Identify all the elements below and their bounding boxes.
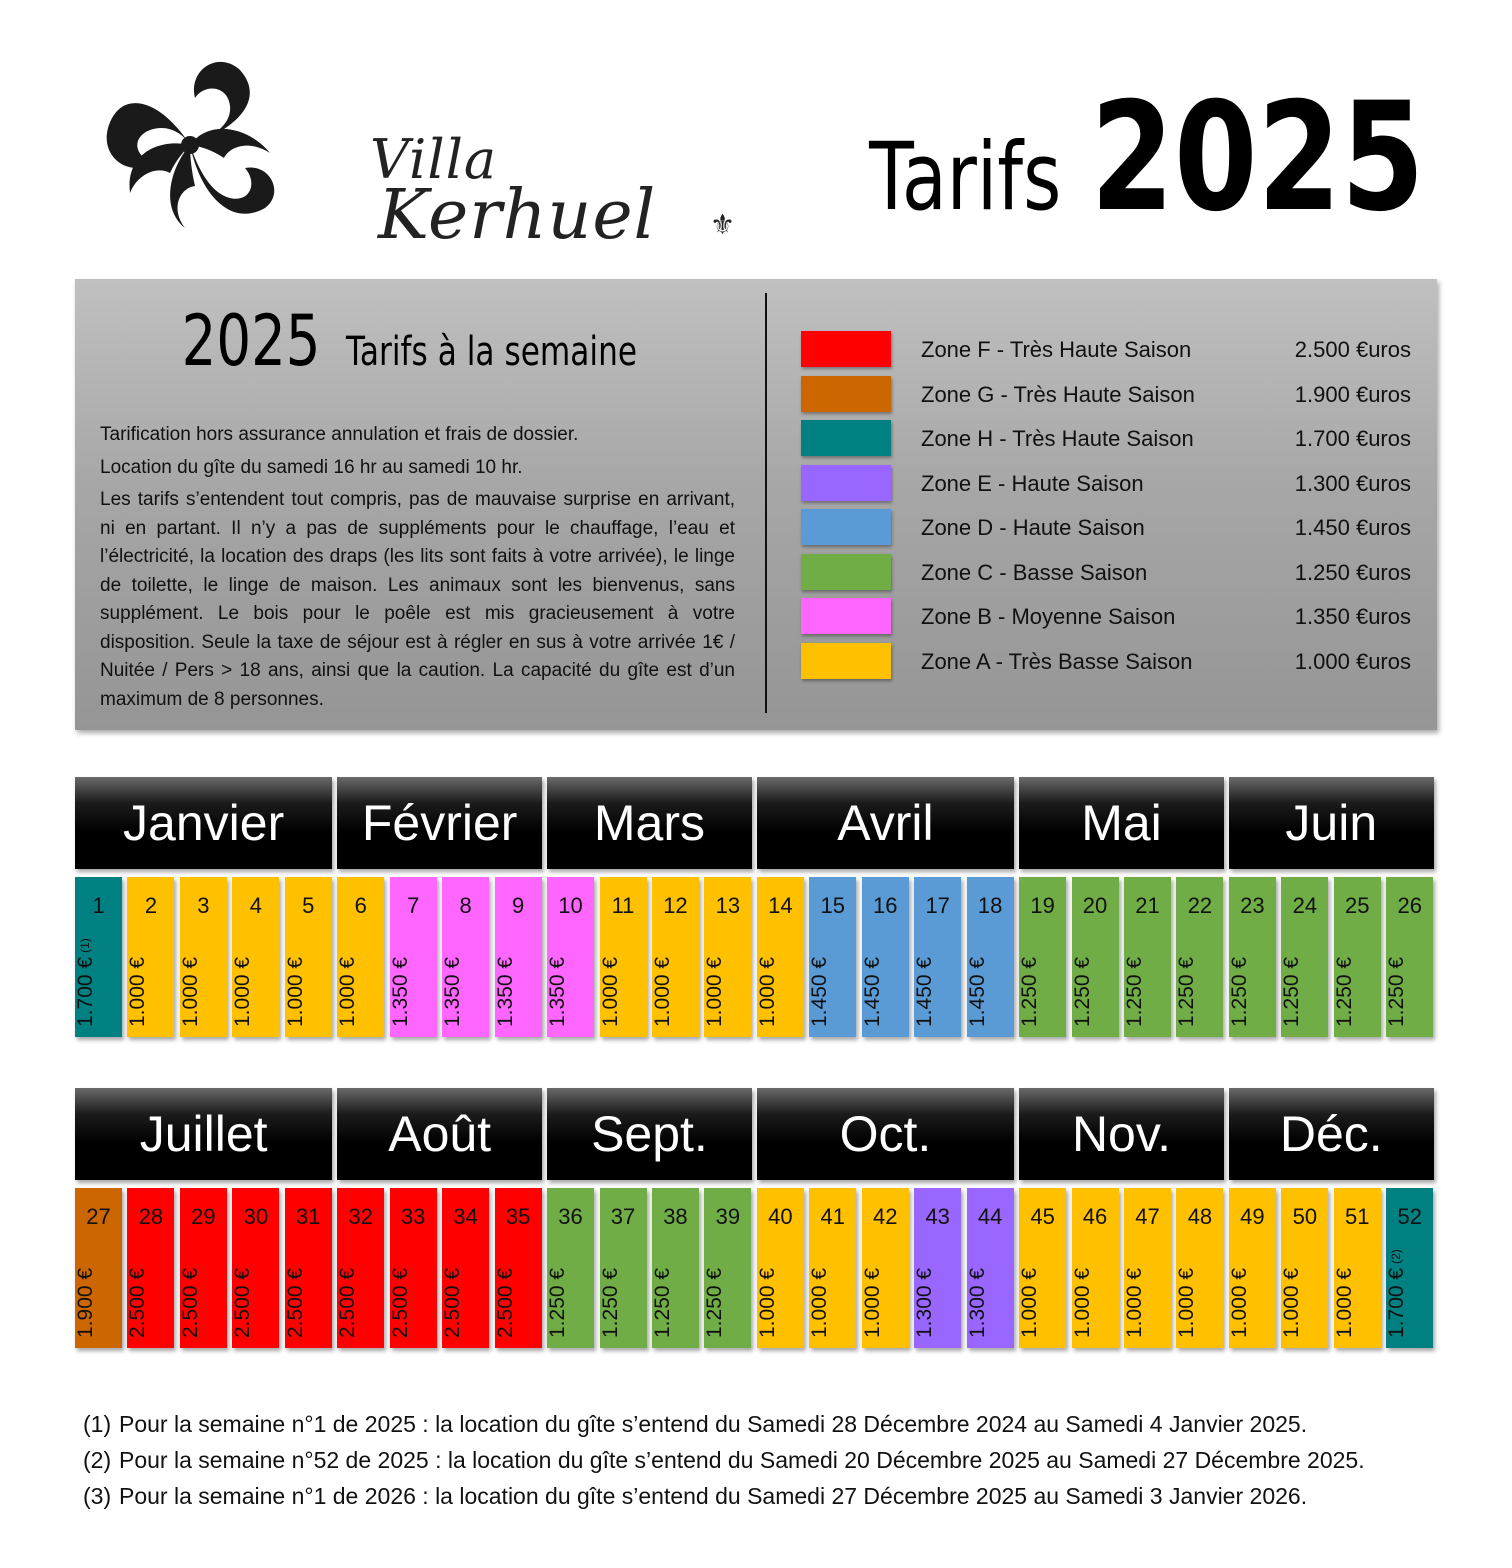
panel-paragraph-insurance: Tarification hors assurance annulation et frais de dossier. <box>100 424 579 445</box>
week-price-value: 2.500 € <box>493 1267 517 1338</box>
week-cell <box>390 1188 437 1348</box>
week-number: 41 <box>820 1204 846 1229</box>
week-number: 49 <box>1240 1204 1265 1229</box>
week-price-value: 1.300 € <box>913 1267 937 1338</box>
week-price-value: 2.500 € <box>441 1267 465 1338</box>
week-number: 18 <box>977 893 1003 918</box>
footnote-mark: (1) <box>83 1411 112 1437</box>
legend-swatch <box>801 554 891 590</box>
legend-row <box>801 507 1411 552</box>
week-price <box>1333 1268 1357 1338</box>
week-cell <box>1176 1188 1223 1348</box>
week-price <box>494 957 518 1027</box>
week-cell <box>1281 1188 1328 1348</box>
week-cell <box>809 877 856 1037</box>
week-cell <box>757 1188 804 1348</box>
week-price <box>1175 957 1199 1027</box>
week-price <box>74 1268 98 1338</box>
week-cell <box>547 877 594 1037</box>
week-price-value: 1.250 € <box>546 1267 570 1338</box>
week-cell <box>180 877 227 1037</box>
week-number: 45 <box>1030 1204 1055 1229</box>
panel-description <box>100 421 735 718</box>
week-price <box>966 1268 990 1338</box>
week-number: 14 <box>768 893 793 918</box>
week-cell <box>442 1188 489 1348</box>
footnote <box>83 1442 1365 1478</box>
week-cell <box>495 1188 542 1348</box>
week-price <box>231 1268 255 1338</box>
legend-row <box>801 418 1411 463</box>
week-number: 31 <box>296 1204 321 1229</box>
week-cell <box>1019 1188 1066 1348</box>
week-price <box>336 1268 360 1338</box>
week-number: 35 <box>505 1204 531 1229</box>
week-price <box>966 957 990 1027</box>
week-price <box>494 1268 518 1338</box>
week-price-value: 2.500 € <box>388 1267 412 1338</box>
week-price <box>1123 1268 1147 1338</box>
footnote-text: Pour la semaine n°52 de 2025 : la location du gîte s’entend du Samedi 20 Décembre 2025 au Samedi 27 Décembre 2025. <box>119 1447 1365 1473</box>
month-header: Déc. <box>1229 1088 1434 1180</box>
legend-price: 1.000 €uros <box>1294 648 1411 674</box>
week-number: 52 <box>1397 1204 1422 1229</box>
legend-row <box>801 329 1411 374</box>
ermine-icon: ⚜ <box>710 208 736 241</box>
week-cell <box>809 1188 856 1348</box>
week-cell <box>127 1188 174 1348</box>
legend-row <box>801 552 1411 597</box>
week-number: 29 <box>191 1204 216 1229</box>
week-price <box>913 1268 937 1338</box>
week-price <box>284 957 308 1027</box>
week-price-value: 1.700 € <box>74 956 97 1027</box>
week-number: 12 <box>663 893 688 918</box>
footnotes <box>83 1406 1365 1514</box>
week-number: 22 <box>1187 893 1213 918</box>
week-number: 25 <box>1345 893 1370 918</box>
week-number: 15 <box>820 893 846 918</box>
legend-label: Zone H - Très Haute Saison <box>921 426 1194 451</box>
page-title-year: 2025 <box>1090 71 1424 245</box>
month-header: Juillet <box>75 1088 332 1180</box>
week-price <box>179 1268 203 1338</box>
week-cell <box>1334 877 1381 1037</box>
week-price-value: 2.500 € <box>231 1267 255 1338</box>
week-cell <box>75 1188 122 1348</box>
week-price-value: 1.350 € <box>493 956 517 1027</box>
week-cell <box>914 877 961 1037</box>
week-number: 23 <box>1240 893 1265 918</box>
week-price <box>441 957 465 1027</box>
legend-label: Zone F - Très Haute Saison <box>921 337 1192 362</box>
week-number: 20 <box>1082 893 1108 918</box>
week-price <box>861 1268 885 1338</box>
week-price <box>126 957 150 1027</box>
week-price-value: 1.700 € <box>1385 1267 1409 1338</box>
week-price <box>1384 1249 1409 1338</box>
week-cell <box>1124 877 1171 1037</box>
week-number: 6 <box>354 893 367 918</box>
week-price-value: 2.500 € <box>336 1267 360 1338</box>
week-price <box>546 1268 570 1338</box>
legend-row <box>801 641 1411 686</box>
week-price-value: 1.000 € <box>650 956 674 1027</box>
legend-swatch <box>801 598 891 634</box>
week-cell <box>547 1188 594 1348</box>
month-header: Mai <box>1019 777 1224 869</box>
week-price-value: 1.250 € <box>1123 956 1146 1027</box>
week-number: 17 <box>925 893 950 918</box>
legend-label: Zone A - Très Basse Saison <box>921 648 1193 674</box>
week-price-value: 1.000 € <box>231 956 255 1027</box>
week-price-value: 1.000 € <box>860 1267 884 1338</box>
week-price-value: 1.250 € <box>1070 956 1094 1027</box>
legend-price: 1.250 €uros <box>1294 559 1411 585</box>
month-header: Oct. <box>757 1088 1014 1180</box>
legend-price: 1.450 €uros <box>1294 515 1411 540</box>
page-title <box>815 71 1424 284</box>
legend-price: 2.500 €uros <box>1294 337 1411 362</box>
week-cell <box>600 1188 647 1348</box>
week-price <box>1018 1268 1042 1338</box>
week-cell <box>704 1188 751 1348</box>
week-number: 40 <box>768 1204 793 1229</box>
week-price <box>808 1268 832 1338</box>
week-number: 43 <box>925 1204 950 1229</box>
week-cell <box>1334 1188 1381 1348</box>
week-number: 42 <box>873 1204 898 1229</box>
week-price-value: 1.450 € <box>965 956 989 1027</box>
panel-paragraph-details: Les tarifs s’entendent tout compris, pas de mauvaise surprise en arrivant, ni en partant. Il n’y a pas de suppléments pour le chauffage, l’eau et l’électricité, la location des draps (les lits sont faits à votre arrivée), le linge de toilette, le linge de maison. Les animaux sont les bienvenus, sans supplément. Le bois pour le poêle est mis gracieusement à votre disposition. Seule la taxe de séjour est à régler en sus à votre arrivée 1€ / Nuitée / Pers > 18 ans, ainsi que la caution. La capacité du gîte est d’un maximum de 8 personnes. <box>100 489 735 710</box>
week-price-value: 1.250 € <box>1385 956 1409 1027</box>
week-price-value: 1.250 € <box>1018 956 1042 1027</box>
month-header: Juin <box>1229 777 1434 869</box>
week-price-value: 1.350 € <box>388 956 412 1027</box>
week-price-value: 1.250 € <box>650 1267 674 1338</box>
week-cell <box>967 877 1014 1037</box>
week-number: 32 <box>348 1204 373 1229</box>
week-number: 28 <box>138 1204 164 1229</box>
legend-swatch <box>801 465 891 501</box>
week-cell <box>127 877 174 1037</box>
footnote-text: Pour la semaine n°1 de 2025 : la location du gîte s’entend du Samedi 28 Décembre 2024 au Samedi 4 Janvier 2025. <box>119 1411 1308 1437</box>
week-number: 13 <box>715 893 741 918</box>
week-price-value: 1.450 € <box>808 956 832 1027</box>
week-number: 9 <box>511 893 525 918</box>
week-price <box>599 957 623 1027</box>
page-title-word: Tarifs <box>869 123 1062 232</box>
week-price-value: 1.000 € <box>755 1267 779 1338</box>
week-price-value: 1.450 € <box>860 956 884 1027</box>
week-number: 10 <box>558 893 583 918</box>
week-number: 3 <box>197 893 210 918</box>
legend-price: 1.300 €uros <box>1294 470 1411 496</box>
week-price <box>756 1268 780 1338</box>
week-price-value: 1.000 € <box>598 956 622 1027</box>
legend-label: Zone D - Haute Saison <box>921 515 1145 540</box>
week-cell <box>1229 1188 1276 1348</box>
week-price <box>1123 957 1147 1027</box>
week-price-value: 1.250 € <box>1175 956 1199 1027</box>
legend-price: 1.700 €uros <box>1294 426 1411 451</box>
week-price <box>179 957 203 1027</box>
zone-legend <box>801 329 1411 685</box>
month-header: Avril <box>757 777 1014 869</box>
footnote-mark: (2) <box>83 1447 112 1473</box>
legend-label: Zone B - Moyenne Saison <box>921 604 1176 629</box>
legend-swatch <box>801 331 891 367</box>
week-price <box>1071 1268 1095 1338</box>
week-price-value: 1.250 € <box>703 1267 727 1338</box>
panel-heading <box>75 301 765 392</box>
week-number: 26 <box>1397 893 1422 918</box>
week-price-value: 1.000 € <box>755 956 779 1027</box>
panel-heading-text: Tarifs à la semaine <box>346 329 638 375</box>
week-price-value: 2.500 € <box>178 1267 202 1338</box>
week-price-value: 1.350 € <box>441 956 465 1027</box>
week-price-value: 1.000 € <box>1280 1267 1304 1338</box>
week-number: 51 <box>1345 1204 1370 1229</box>
week-price-value: 1.000 € <box>283 956 307 1027</box>
panel-divider <box>765 293 767 713</box>
week-cell <box>1124 1188 1171 1348</box>
week-price <box>231 957 255 1027</box>
week-price-value: 1.000 € <box>1018 1267 1042 1338</box>
brand-name-line2: Kerhuel <box>378 176 657 255</box>
week-price <box>599 1268 623 1338</box>
week-price <box>756 957 780 1027</box>
week-price <box>389 957 413 1027</box>
legend-swatch <box>801 643 891 679</box>
week-price <box>1280 957 1304 1027</box>
week-cell <box>285 877 332 1037</box>
week-number: 19 <box>1030 893 1055 918</box>
week-number: 11 <box>611 893 635 918</box>
triskell-icon <box>100 58 280 233</box>
legend-swatch <box>801 376 891 412</box>
legend-label: Zone E - Haute Saison <box>921 470 1144 496</box>
week-number: 7 <box>407 893 420 918</box>
week-cell <box>1281 877 1328 1037</box>
week-price <box>651 957 675 1027</box>
week-price <box>808 957 832 1027</box>
week-price <box>1280 1268 1304 1338</box>
week-cell <box>652 877 699 1037</box>
week-price-value: 1.000 € <box>1070 1267 1094 1338</box>
week-number: 16 <box>873 893 898 918</box>
legend-price: 1.900 €uros <box>1294 381 1411 407</box>
month-header: Janvier <box>75 777 332 869</box>
week-cell <box>285 1188 332 1348</box>
footnote-mark: (3) <box>83 1483 112 1509</box>
week-cell <box>337 877 384 1037</box>
week-cell <box>862 1188 909 1348</box>
week-number: 8 <box>459 893 472 918</box>
week-footnote-mark: (1) <box>78 938 92 953</box>
week-price-value: 1.250 € <box>1332 956 1356 1027</box>
panel-heading-year: 2025 <box>181 300 321 382</box>
week-number: 33 <box>400 1204 426 1229</box>
week-cell <box>600 877 647 1037</box>
week-price <box>1385 957 1409 1027</box>
week-number: 34 <box>453 1204 478 1229</box>
month-header: Mars <box>547 777 752 869</box>
month-header: Nov. <box>1019 1088 1224 1180</box>
week-price <box>441 1268 465 1338</box>
week-cell <box>442 877 489 1037</box>
week-cell <box>1176 877 1223 1037</box>
week-cell <box>967 1188 1014 1348</box>
week-cell <box>914 1188 961 1348</box>
week-price-value: 1.000 € <box>178 956 202 1027</box>
week-price <box>1228 957 1252 1027</box>
week-price-value: 1.250 € <box>1227 956 1251 1027</box>
week-price <box>1175 1268 1199 1338</box>
week-cell <box>180 1188 227 1348</box>
week-price-value: 1.250 € <box>598 1267 622 1338</box>
week-number: 5 <box>302 893 315 918</box>
legend-swatch <box>801 420 891 456</box>
week-cell <box>757 877 804 1037</box>
week-price <box>913 957 937 1027</box>
week-number: 38 <box>663 1204 688 1229</box>
week-cell <box>1229 877 1276 1037</box>
week-number: 27 <box>86 1204 111 1229</box>
week-price <box>73 938 98 1027</box>
week-number: 47 <box>1135 1204 1160 1229</box>
week-number: 39 <box>715 1204 741 1229</box>
week-cell <box>704 877 751 1037</box>
week-cell <box>232 877 279 1037</box>
week-price-value: 1.250 € <box>1280 956 1304 1027</box>
week-price <box>1228 1268 1252 1338</box>
info-panel <box>75 279 1437 730</box>
week-number: 2 <box>144 893 158 918</box>
week-number: 36 <box>558 1204 583 1229</box>
week-price-value: 1.000 € <box>703 956 727 1027</box>
week-cell <box>75 877 122 1037</box>
week-number: 37 <box>610 1204 636 1229</box>
week-number: 30 <box>243 1204 269 1229</box>
legend-label: Zone C - Basse Saison <box>921 559 1148 585</box>
week-price <box>284 1268 308 1338</box>
week-cell <box>1072 1188 1119 1348</box>
week-price <box>389 1268 413 1338</box>
week-cell <box>495 877 542 1037</box>
legend-row <box>801 463 1411 508</box>
week-cell <box>390 877 437 1037</box>
week-price-value: 1.000 € <box>1123 1267 1146 1338</box>
legend-row <box>801 596 1411 641</box>
week-cell <box>652 1188 699 1348</box>
week-number: 44 <box>977 1204 1003 1229</box>
panel-paragraph-hours: Location du gîte du samedi 16 hr au samedi 10 hr. <box>100 456 523 478</box>
week-number: 1 <box>92 893 105 918</box>
week-number: 50 <box>1292 1204 1318 1229</box>
legend-label: Zone G - Très Haute Saison <box>921 381 1195 407</box>
week-price-value: 1.000 € <box>1227 1267 1251 1338</box>
week-price <box>1333 957 1357 1027</box>
week-price-value: 1.000 € <box>1175 1267 1199 1338</box>
week-price-value: 1.000 € <box>126 956 150 1027</box>
week-price <box>546 957 570 1027</box>
week-cell <box>232 1188 279 1348</box>
week-cell <box>1019 877 1066 1037</box>
week-price <box>861 957 885 1027</box>
week-footnote-mark: (2) <box>1389 1249 1404 1264</box>
week-number: 46 <box>1082 1204 1108 1229</box>
week-price-value: 2.500 € <box>126 1267 150 1338</box>
week-price-value: 2.500 € <box>283 1267 307 1338</box>
week-number: 48 <box>1187 1204 1213 1229</box>
week-number: 21 <box>1135 893 1160 918</box>
week-cell <box>1386 877 1433 1037</box>
week-price-value: 1.300 € <box>965 1267 989 1338</box>
week-price-value: 1.350 € <box>546 956 570 1027</box>
week-price <box>1071 957 1095 1027</box>
footnote <box>83 1406 1365 1442</box>
week-cell <box>1072 877 1119 1037</box>
month-header: Août <box>337 1088 542 1180</box>
week-price <box>1018 957 1042 1027</box>
week-price-value: 1.000 € <box>1332 1267 1356 1338</box>
brand-logo <box>100 58 736 255</box>
week-cell <box>1386 1188 1433 1348</box>
week-price <box>126 1268 150 1338</box>
brand-name-line1: Villa <box>370 128 498 191</box>
week-number: 4 <box>249 893 262 918</box>
legend-row <box>801 374 1411 419</box>
week-price <box>336 957 360 1027</box>
week-cell <box>337 1188 384 1348</box>
week-number: 24 <box>1292 893 1318 918</box>
week-price-value: 1.900 € <box>74 1267 97 1338</box>
week-price-value: 1.000 € <box>808 1267 832 1338</box>
footnote <box>83 1478 1365 1514</box>
week-price <box>651 1268 675 1338</box>
footnote-text: Pour la semaine n°1 de 2026 : la location du gîte s’entend du Samedi 27 Décembre 2025 au Samedi 3 Janvier 2026. <box>119 1483 1308 1509</box>
week-price <box>703 1268 727 1338</box>
legend-swatch <box>801 509 891 545</box>
month-header: Sept. <box>547 1088 752 1180</box>
week-price <box>703 957 727 1027</box>
month-header: Février <box>337 777 542 869</box>
week-price-value: 1.000 € <box>336 956 360 1027</box>
legend-price: 1.350 €uros <box>1294 604 1411 629</box>
week-price-value: 1.450 € <box>913 956 937 1027</box>
week-cell <box>862 877 909 1037</box>
